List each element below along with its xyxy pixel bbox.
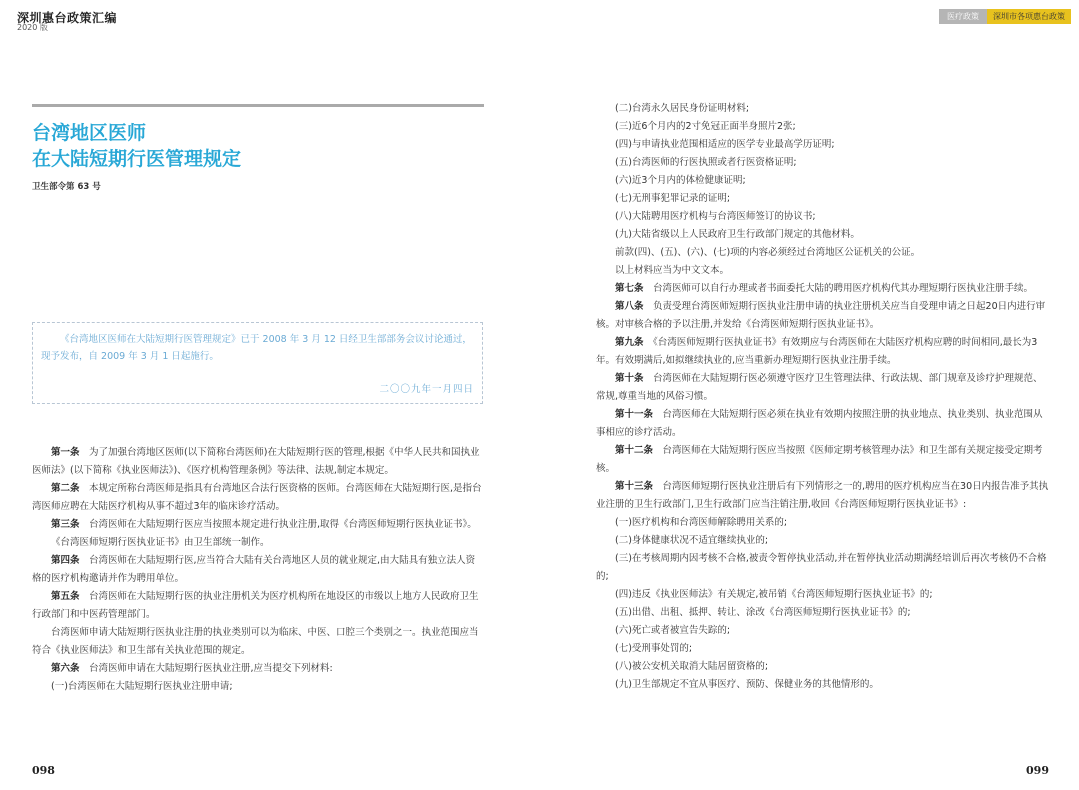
paragraph [596,676,1051,694]
paragraph-text: 台湾医师在大陆短期行医必须在执业有效期内按照注册的执业地点、执业类别、执业范围从事相应的诊疗活动。 [596,409,1043,438]
article-label: 第十一条 [615,409,654,420]
paragraph-text: (七)受刑事处罚的; [615,643,693,654]
paragraph-text: (八)被公安机关取消大陆居留资格的; [615,661,769,672]
title-divider [32,104,484,107]
paragraph-text: (五)出借、出租、抵押、转让、涂改《台湾医师短期行医执业证书》的; [615,607,911,618]
paragraph-text: (四)违反《执业医师法》有关规定,被吊销《台湾医师短期行医执业证书》的; [615,589,933,600]
paragraph [32,534,484,552]
paragraph-text: (三)近6个月内的2寸免冠正面半身照片2张; [615,121,796,132]
paragraph [596,622,1051,640]
paragraph [596,658,1051,676]
paragraph-text: 台湾医师在大陆短期行医应当按照本规定进行执业注册,取得《台湾医师短期行医执业证书》。 [89,519,477,530]
paragraph-text: 《台湾医师短期行医执业证书》由卫生部统一制作。 [51,537,270,548]
paragraph-text: 前款(四)、(五)、(六)、(七)项的内容必须经过台湾地区公证机关的公证。 [615,247,921,258]
category-badge: 医疗政策 [939,9,987,24]
paragraph-text: 台湾医师申请在大陆短期行医执业注册,应当提交下列材料: [89,663,333,674]
header-book-title: 深圳惠台政策汇编 [17,11,118,25]
paragraph [596,586,1051,604]
paragraph [32,660,484,678]
article-label: 第一条 [51,447,80,458]
paragraph [596,280,1051,298]
paragraph-text: (二)身体健康状况不适宜继续执业的; [615,535,769,546]
paragraph [596,136,1051,154]
paragraph-text: 台湾医师在大陆短期行医的执业注册机关为医疗机构所在地设区的市级以上地方人民政府卫生行政部门和中医药管理部门。 [32,591,479,620]
paragraph-text: 负责受理台湾医师短期行医执业注册申请的执业注册机关应当自受理申请之日起20日内进行审核。对审核合格的予以注册,并发给《台湾医师短期行医执业证书》。 [596,301,1046,330]
paragraph [32,624,484,660]
paragraph-text: (一)台湾医师在大陆短期行医执业注册申请; [51,681,233,692]
paragraph [596,100,1051,118]
paragraph-text: (六)近3个月内的体检健康证明; [615,175,746,186]
article-label: 第三条 [51,519,80,530]
article-label: 第六条 [51,663,80,674]
article-label: 第二条 [51,483,80,494]
article-label: 第十条 [615,373,644,384]
paragraph-text: (二)台湾永久居民身份证明材料; [615,103,750,114]
paragraph [32,480,484,516]
article-label: 第九条 [615,337,644,348]
article-label: 第八条 [615,301,644,312]
paragraph [596,334,1051,370]
paragraph [596,172,1051,190]
document-title [32,120,241,172]
header-edition: 2020 版 [17,23,48,32]
paragraph [596,406,1051,442]
paragraph-text: 台湾医师在大陆短期行医,应当符合大陆有关台湾地区人员的就业规定,由大陆具有独立法人资格的医疗机构邀请并作为聘用单位。 [32,555,476,584]
article-label: 第十二条 [615,445,654,456]
page-number-left: 098 [32,764,55,777]
paragraph [596,370,1051,406]
paragraph [596,478,1051,514]
article-label: 第七条 [615,283,644,294]
paragraph-text: (六)死亡或者被宣告失踪的; [615,625,731,636]
paragraph [596,190,1051,208]
article-label: 第十三条 [615,481,654,492]
paragraph-text: 台湾医师在大陆短期行医必须遵守医疗卫生管理法律、行政法规、部门规章及诊疗护理规范、常规,尊重当地的风俗习惯。 [596,373,1043,402]
left-column-text [32,444,484,696]
article-label: 第五条 [51,591,80,602]
paragraph [596,298,1051,334]
title-line-1: 台湾地区医师 [32,122,147,144]
paragraph-text: 《台湾医师短期行医执业证书》有效期应与台湾医师在大陆医疗机构应聘的时间相同,最长为3年。有效期满后,如拟继续执业的,应当重新办理短期行医执业注册手续。 [596,337,1038,366]
article-label: 第四条 [51,555,80,566]
paragraph [596,226,1051,244]
paragraph-text: 台湾医师短期行医执业注册后有下列情形之一的,聘用的医疗机构应当在30日内报告准予其执业注册的卫生行政部门,卫生行政部门应当注销注册,收回《台湾医师短期行医执业证书》: [596,481,1049,510]
paragraph [596,514,1051,532]
paragraph [32,588,484,624]
paragraph [596,244,1051,262]
paragraph-text: 台湾医师申请大陆短期行医执业注册的执业类别可以为临床、中医、口腔三个类别之一。执业范围应当符合《执业医师法》和卫生部有关执业范围的规定。 [32,627,479,656]
paragraph-text: 台湾医师可以自行办理或者书面委托大陆的聘用医疗机构代其办理短期行医执业注册手续。 [653,283,1034,294]
paragraph-text: (九)大陆省级以上人民政府卫生行政部门规定的其他材料。 [615,229,860,240]
paragraph [32,516,484,534]
paragraph [596,604,1051,622]
notice-text: 《台湾地区医师在大陆短期行医管理规定》已于 2008 年 3 月 12 日经卫生部部务会议讨论通过，现予发布，自 2009 年 3 月 1 日起施行。 [41,334,472,362]
paragraph [596,532,1051,550]
page-number-right: 099 [1026,764,1049,777]
paragraph-text: (四)与申请执业范围相适应的医学专业最高学历证明; [615,139,835,150]
paragraph [596,154,1051,172]
paragraph-text: (一)医疗机构和台湾医师解除聘用关系的; [615,517,788,528]
paragraph-text: (三)在考核周期内因考核不合格,被责令暂停执业活动,并在暂停执业活动期满经培训后再次考核仍不合格的; [596,553,1047,582]
paragraph-text: (五)台湾医师的行医执照或者行医资格证明; [615,157,797,168]
paragraph-text: 台湾医师在大陆短期行医应当按照《医师定期考核管理办法》和卫生部有关规定接受定期考核。 [596,445,1043,474]
paragraph [596,118,1051,136]
series-badge: 深圳市各项惠台政策 [987,9,1071,24]
paragraph-text: 本规定所称台湾医师是指具有台湾地区合法行医资格的医师。台湾医师在大陆短期行医,是指台湾医师应聘在大陆医疗机构从事不超过3年的临床诊疗活动。 [32,483,482,512]
paragraph [596,208,1051,226]
paragraph [32,552,484,588]
notice-date: 二〇〇九年一月四日 [379,384,474,395]
notice-box [32,322,483,404]
paragraph [32,444,484,480]
title-line-2: 在大陆短期行医管理规定 [32,148,242,170]
paragraph-text: (七)无刑事犯罪记录的证明; [615,193,731,204]
right-column-text [596,100,1051,694]
paragraph-text: (八)大陆聘用医疗机构与台湾医师签订的协议书; [615,211,816,222]
header-badges [939,9,1071,24]
paragraph [32,678,484,696]
decree-number: 卫生部令第 63 号 [32,182,101,192]
paragraph-text: 以上材料应当为中文文本。 [615,265,730,276]
paragraph [596,550,1051,586]
paragraph [596,442,1051,478]
paragraph [596,640,1051,658]
paragraph-text: (九)卫生部规定不宜从事医疗、预防、保健业务的其他情形的。 [615,679,879,690]
paragraph-text: 为了加强台湾地区医师(以下简称台湾医师)在大陆短期行医的管理,根据《中华人民共和国执业医师法》(以下简称《执业医师法》)、《医疗机构管理条例》等法律、法规,制定本规定。 [32,447,480,476]
paragraph [596,262,1051,280]
